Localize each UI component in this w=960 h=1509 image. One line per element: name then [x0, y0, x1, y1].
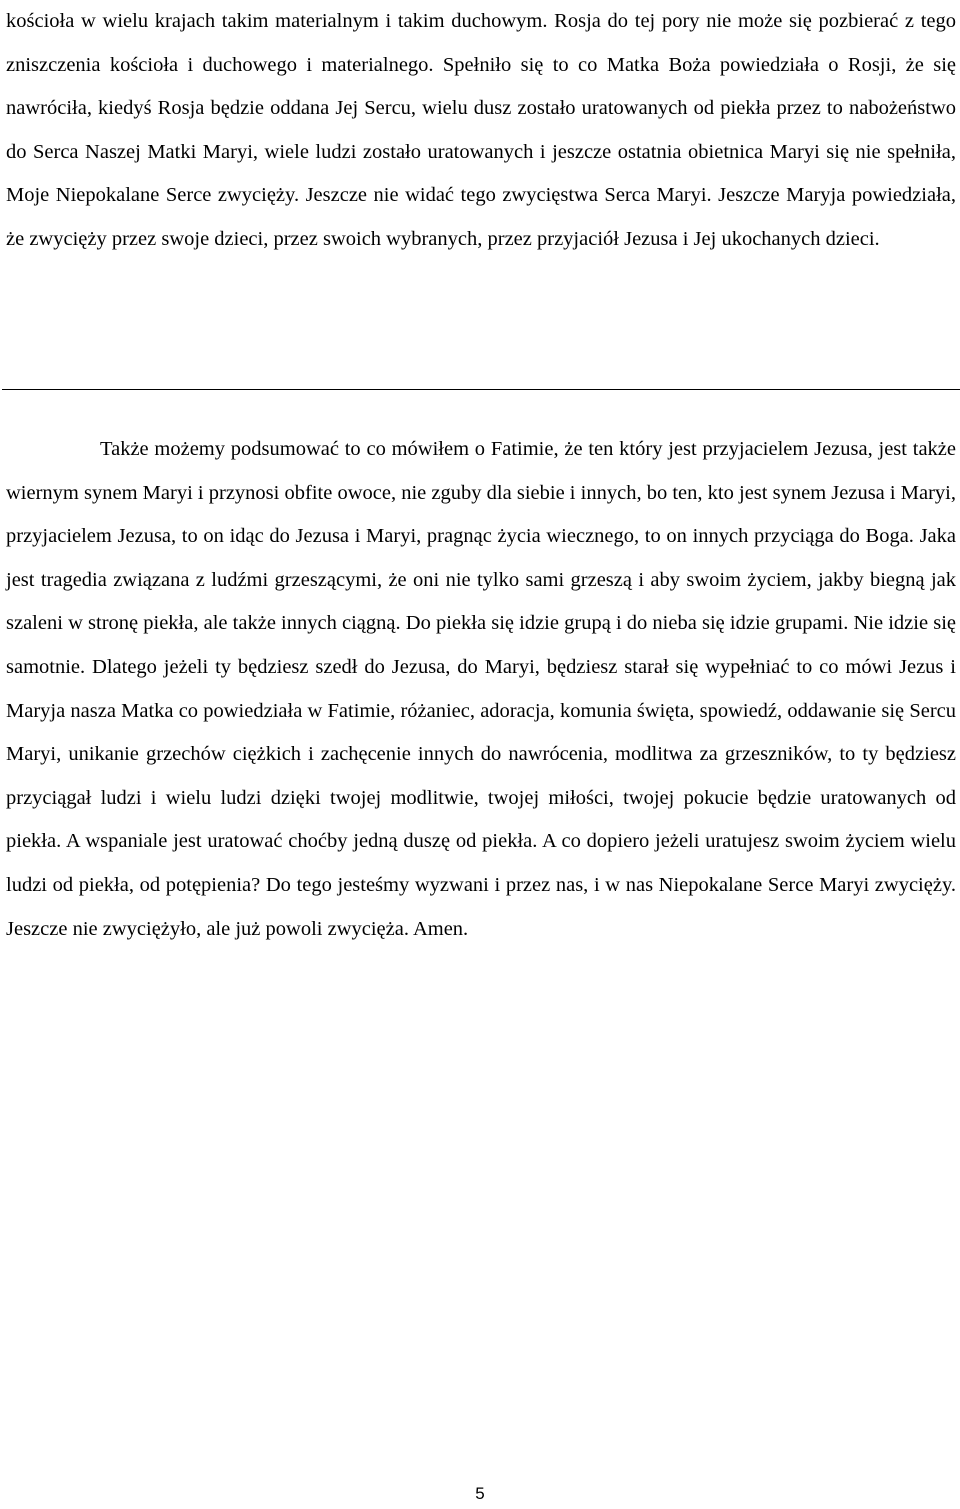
section-divider: [2, 389, 960, 390]
paragraph-summary: Także możemy podsumować to co mówiłem o Fatimie, że ten który jest przyjacielem Jezusa, jest także wiernym synem Maryi i przynosi obfite owoce, nie zguby dla siebie i innych, bo ten, kto jest synem Jezusa i Maryi, przyjacielem Jezusa, to on idąc do Jezusa i Maryi, pragnąc życia wiecznego, to on innych przyciąga do Boga. Jaka jest tragedia związana z ludźmi grzeszącymi, że oni nie tylko sami grzeszą i aby swoim życiem, jakby biegną jak szaleni w stronę piekła, ale także innych ciągną. Do piekła się idzie grupą i do nieba się idzie grupami. Nie idzie się samotnie. Dlatego jeżeli ty będziesz szedł do Jezusa, do Maryi, będziesz starał się wypełniać to co mówi Jezus i Maryja nasza Matka co powiedziała w Fatimie, różaniec, adoracja, komunia święta, spowiedź, oddawanie się Sercu Maryi, unikanie grzechów ciężkich i zachęcenie innych do nawrócenia, modlitwa za grzeszników, to ty będziesz przyciągał ludzi i wielu ludzi dzięki twojej modlitwie, twojej miłości, twojej pokucie będzie uratowanych od piekła. A wspaniale jest uratować choćby jedną duszę od piekła. A co dopiero jeżeli uratujesz swoim życiem wielu ludzi od piekła, od potępienia? Do tego jesteśmy wyzwani i przez nas, i w nas Niepokalane Serce Maryi zwycięży. Jeszcze nie zwyciężyło, ale już powoli zwycięża. Amen.: [6, 438, 956, 940]
page-number: 5: [475, 1484, 485, 1503]
paragraph-continued: kościoła w wielu krajach takim materialnym i takim duchowym. Rosja do tej pory nie może się pozbierać z tego zniszczenia kościoła i duchowego i materialnego. Spełniło się to co Matka Boża powiedziała o Rosji, że się nawróciła, kiedyś Rosja będzie oddana Jej Sercu, wielu dusz zostało uratowanych od piekła przez to nabożeństwo do Serca Naszej Matki Maryi, wiele ludzi zostało uratowanych i jeszcze ostatnia obietnica Maryi się nie spełniła, Moje Niepokalane Serce zwycięży. Jeszcze nie widać tego zwycięstwa Serca Maryi. Jeszcze Maryja powiedziała, że zwycięży przez swoje dzieci, przez swoich wybranych, przez przyjaciół Jezusa i Jej ukochanych dzieci.: [6, 10, 956, 250]
